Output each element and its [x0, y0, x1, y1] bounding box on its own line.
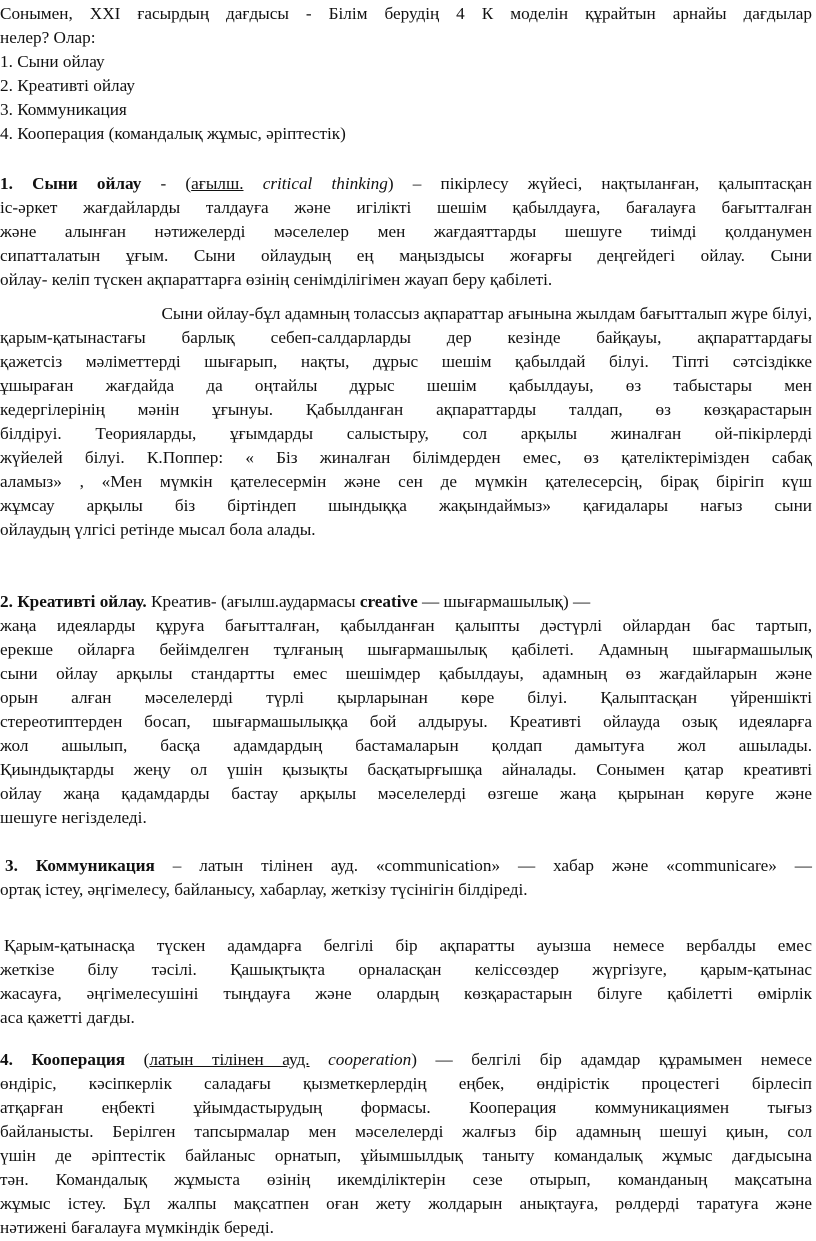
section3-heading-line: 3. Коммуникация – латын тілінен ауд. «communication» — хабар және «communicare» —	[5, 856, 812, 875]
section4-line: үшін де әріптестік байланыс орнатып, ұйымшылдық таныту командалық жұмыс дағдысына	[0, 1146, 812, 1165]
section2-term: creative	[359, 592, 418, 611]
section2-heading-line: 2. Креативті ойлау. Креатив- (ағылш.аудармасы creative — шығармашылық) —	[0, 592, 591, 611]
section1-abbr: ағылш.	[191, 174, 244, 193]
section4-line: атқарған еңбекті ұйымдастырудың формасы. Кооперация коммуникациямен тығыз	[0, 1098, 812, 1117]
intro-question-line: Сонымен, XXI ғасырдың дағдысы - Білім берудің 4 К моделін құрайтын арнайы дағдылар	[0, 4, 812, 23]
section2-line: ерекше ойларға бейімделген тұлғаның шығармашылық қабілеті. Адамның шығармашылық	[0, 640, 812, 659]
section2-line: жол ашылып, басқа адамдардың бастамаларын қолдап дамытуға жол ашылады.	[0, 736, 812, 755]
section4-line: жұмыс істеу. Бұл жалпы мақсатпен оған жету жолдарын анықтауға, рөлдерді таратуға және	[0, 1194, 812, 1213]
section1-para2-line: қажетсіз мәліметтерді шығарып, нақты, дұрыс шешім қабылдай білуі. Тіпті сәтсіздікке	[0, 352, 812, 371]
section1-heading-line: 1. Сыни ойлау - (ағылш. critical thinking) – пікірлесу жүйесі, нақтыланған, қалыптасқан	[0, 174, 812, 193]
section2-line: шешуге негізделеді.	[0, 808, 147, 827]
section4-heading-line: 4. Кооперация (латын тілінен ауд. cooperation) — белгілі бір адамдар құрамымен немесе	[0, 1050, 812, 1069]
intro-list-item: 4. Кооперация (командалық жұмыс, әріптестік)	[0, 124, 346, 143]
section3-title: 3. Коммуникация	[5, 856, 155, 875]
section1-line: іс-әркет жағдайларды талдауға және игілікті шешім қабылдауға, бағалауға бағытталған	[0, 198, 812, 217]
section3-line: ортақ істеу, әңгімелесу, байланысу, хабарлау, жеткізу түсінігін білдіреді.	[0, 880, 528, 899]
section1-title: 1. Сыни ойлау	[0, 174, 142, 193]
section1-para2-line: қарым-қатынастағы барлық себеп-салдарларды дер кезінде байқауы, ақпараттардағы	[0, 328, 812, 347]
section2-line: Қиындықтарды жеңу ол үшін қызықты басқатырғышқа айналады. Сонымен қатар креативті	[0, 760, 812, 779]
section4-line: тән. Командалық жұмыста өзінің икемділіктерін сезе отырып, команданың мақсатына	[0, 1170, 812, 1189]
section2-line: жаңа идеяларды құруға бағытталған, қабылданған қалыпты дәстүрлі ойлардан бас тартып,	[0, 616, 812, 635]
section4-title: Кооперация	[31, 1050, 126, 1069]
section1-para2-line: ойлаудың үлгісі ретінде мысал бола алады.	[0, 520, 316, 539]
section2-line: сыни ойлау арқылы стандартты емес шешімдер қабылдауы, адамның өз жағдайларын және	[0, 664, 812, 683]
intro-list-item: 2. Креативті ойлау	[0, 76, 135, 95]
section3-para2-line: Қарым-қатынасқа түскен адамдарға белгілі бір ақпаратты ауызша немесе вербалды емес	[4, 936, 812, 955]
section1-line: және алынған нәтижелерді мәселелер мен жағдаяттарды шешуге тиімді қолданумен	[0, 222, 812, 241]
section1-para2-line: кедергілерінің мәнін ұғынуы. Қабылданған ақпараттарды талдап, өз көзқарастарын	[0, 400, 812, 419]
section2-line: ойлау жаңа қадамдарды бастау арқылы мәселелерді өзгеше жаңа қырынан көруге және	[0, 784, 812, 803]
section3-para2-line: аса қажетті дағды.	[0, 1008, 135, 1027]
section1-line: сипатталатын ұғым. Сыни ойлаудың ең маңыздысы жоғарғы деңгейдегі ойлау. Сыни	[0, 246, 812, 265]
section1-para2-line: Сыни ойлау-бұл адамның толассыз ақпараттар ағынына жылдам бағытталып жүре білуі,	[161, 304, 812, 323]
section2-line: орын алған мәселелерді түрлі қырларынан көре білуі. Қалыптасқан үйреншікті	[0, 688, 812, 707]
section4-line: өндіріс, кәсіпкерлік саладағы қызметкерлердің еңбек, өндірістік процестегі бірлесіп	[0, 1074, 812, 1093]
section1-para2-line: жұмсау арқылы біз біртіндеп шындыққа жақындаймыз» қағидалары нағыз сыни	[0, 496, 812, 515]
section2-title: 2. Креативті ойлау.	[0, 592, 147, 611]
section1-para2-line: білдіруі. Теорияларды, ұғымдарды салыстыру, сол арқылы жиналған ой-пікірлерді	[0, 424, 812, 443]
section1-para2-line: аламыз» , «Мен мүмкін қателесермін және сен де мүмкін қателесерсің, бірақ бірігіп күш	[0, 472, 812, 491]
section2-line: стереотиптерден босап, шығармашылыққа бой алдыруы. Креативті ойлауда озық идеяларға	[0, 712, 812, 731]
section3-para2-line: жеткізе білу тәсілі. Қашықтықта орналасқан келіссөздер жүргізуге, қарым-қатынас	[0, 960, 812, 979]
section3-para2-line: жасауға, әңгімелесушіні тыңдауға және олардың көзқарастарын білуге қабілетті өмірлік	[0, 984, 812, 1003]
intro-list-item: 3. Коммуникация	[0, 100, 127, 119]
section4-line: байланысты. Берілген тапсырмалар мен мәселелерді жалғыз бір адамның шешуі қиын, сол	[0, 1122, 812, 1141]
section4-term: cooperation	[328, 1050, 412, 1069]
section4-line: нәтижені бағалауға мүмкіндік береді.	[0, 1218, 274, 1237]
section1-line: ойлау- келіп түскен ақпараттарға өзінің сенімділігімен жауап беру қабілеті.	[0, 270, 553, 289]
section1-term: critical thinking	[262, 174, 388, 193]
intro-question-line: нелер? Олар:	[0, 28, 96, 47]
section4-source: латын тілінен ауд.	[149, 1050, 310, 1069]
section1-para2-line: ұшыраған жағдайда да оңтайлы дұрыс шешім қабылдауы, өз табыстары мен	[0, 376, 812, 395]
section1-para2-line: жүйелей білуі. К.Поппер: « Біз жиналған білімдерден емес, өз қателіктерімізден сабақ	[0, 448, 812, 467]
intro-list-item: 1. Сыни ойлау	[0, 52, 105, 71]
